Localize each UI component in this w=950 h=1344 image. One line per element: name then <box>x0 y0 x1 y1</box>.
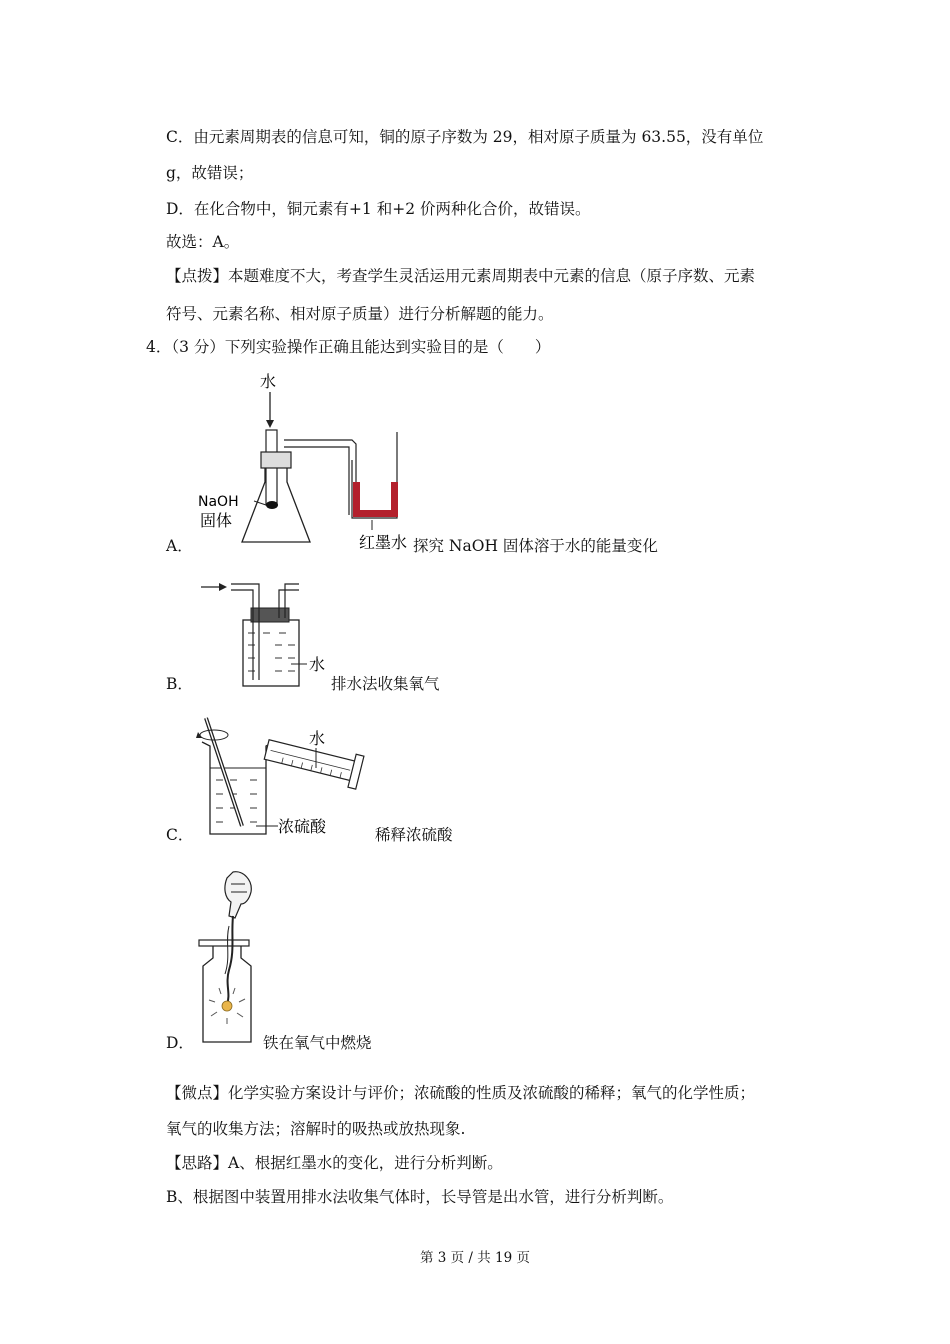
option-c-water-label: 水 <box>309 729 326 748</box>
option-b-caption: 排水法收集氧气 <box>331 675 440 693</box>
explanation-c-line1: C．由元素周期表的信息可知，铜的原子序数为 29，相对原子质量为 63.55，没有单位 <box>166 128 764 146</box>
option-c-caption: 稀释浓硫酸 <box>375 826 453 844</box>
idea-line2: B、根据图中装置用排水法收集气体时，长导管是出水管，进行分析判断。 <box>166 1188 674 1206</box>
option-a-letter: A． <box>166 537 193 555</box>
option-a-ink-label: 红墨水 <box>359 533 408 552</box>
points-line1: 【微点】化学实验方案设计与评价；浓硫酸的性质及浓硫酸的稀释；氧气的化学性质； <box>166 1084 756 1102</box>
option-c-acid-label: 浓硫酸 <box>278 817 327 836</box>
option-a-water-label: 水 <box>260 372 277 391</box>
option-c-letter: C． <box>166 826 194 844</box>
option-c-figure <box>194 710 379 840</box>
idea-line1: 【思路】A、根据红墨水的变化，进行分析判断。 <box>166 1154 503 1172</box>
explanation-c-line2: g，故错误； <box>166 164 254 182</box>
option-d-figure <box>195 866 260 1048</box>
option-d-caption: 铁在氧气中燃烧 <box>263 1034 372 1052</box>
tip-line1: 【点拨】本题难度不大，考查学生灵活运用元素周期表中元素的信息（原子序数、元素 <box>166 267 756 285</box>
explanation-d-line: D．在化合物中，铜元素有+1 和+2 价两种化合价，故错误。 <box>166 200 591 218</box>
option-d-letter: D． <box>166 1034 194 1052</box>
option-a-solid-label: 固体 <box>200 511 233 530</box>
option-a-naoh-label: NaOH <box>198 494 239 510</box>
option-b-figure <box>195 578 335 690</box>
question-stem: 4．（3 分）下列实验操作正确且能达到实验目的是（ ） <box>146 338 551 356</box>
page-footer: 第 3 页 / 共 19 页 <box>419 1250 531 1266</box>
option-b-letter: B． <box>166 675 193 693</box>
option-b-water-label: 水 <box>309 655 326 674</box>
points-line2: 氧气的收集方法；溶解时的吸热或放热现象. <box>166 1120 466 1138</box>
option-a-caption: 探究 NaOH 固体溶于水的能量变化 <box>413 537 658 555</box>
option-a-figure <box>192 370 417 555</box>
answer-line: 故选：A。 <box>166 233 240 251</box>
tip-line2: 符号、元素名称、相对原子质量）进行分析解题的能力。 <box>166 305 554 323</box>
